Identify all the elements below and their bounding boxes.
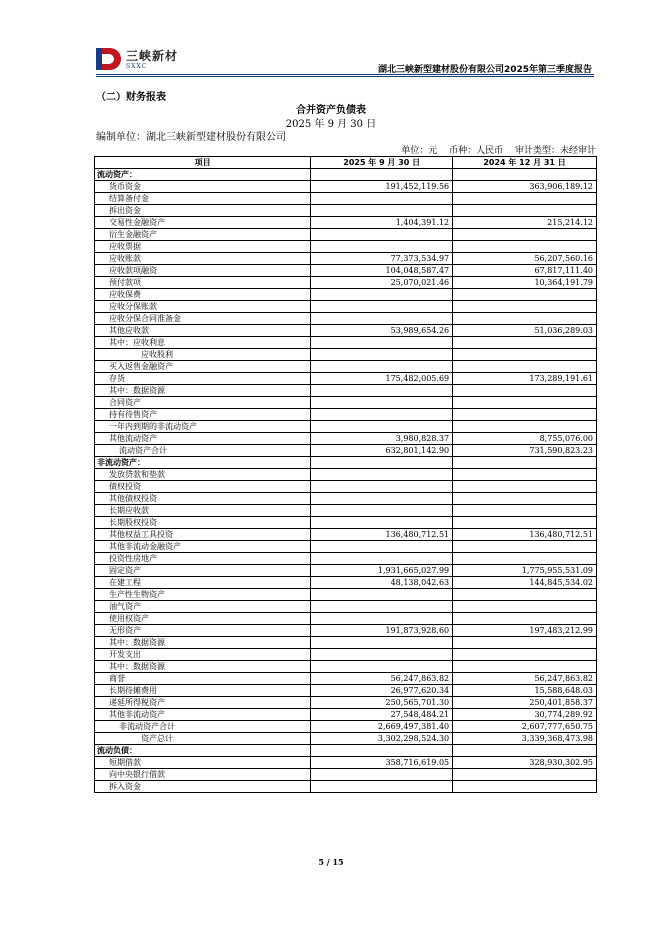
value-2025 xyxy=(311,361,453,373)
report-title: 湖北三峡新型建材股份有限公司2025年第三季度报告 xyxy=(377,65,592,75)
value-2025 xyxy=(311,649,453,661)
value-2024: 51,036,289.03 xyxy=(453,325,597,337)
row-label: 持有待售资产 xyxy=(95,409,311,421)
row-label: 应收账款 xyxy=(95,253,311,265)
row-label: 应收分保账款 xyxy=(95,301,311,313)
table-row xyxy=(95,517,597,529)
table-row xyxy=(95,205,597,217)
table-row xyxy=(95,685,597,697)
value-2024: 8,755,076.00 xyxy=(453,433,597,445)
row-label: 应收股利 xyxy=(95,349,311,361)
table-row xyxy=(95,193,597,205)
row-label: 流动资产合计 xyxy=(95,445,311,457)
value-2024 xyxy=(453,553,597,565)
value-2024: 136,480,712.51 xyxy=(453,529,597,541)
value-2024 xyxy=(453,169,597,181)
value-2024: 731,590,823.23 xyxy=(453,445,597,457)
value-2025 xyxy=(311,601,453,613)
section-title: （二）财务报表 xyxy=(96,92,166,103)
table-row xyxy=(95,217,597,229)
row-label: 递延所得税资产 xyxy=(95,697,311,709)
row-label: 一年内到期的非流动资产 xyxy=(95,421,311,433)
row-label: 商誉 xyxy=(95,673,311,685)
value-2025 xyxy=(311,541,453,553)
value-2024: 144,845,534.02 xyxy=(453,577,597,589)
table-row xyxy=(95,253,597,265)
value-2024: 250,401,858.37 xyxy=(453,697,597,709)
row-label: 交易性金融资产 xyxy=(95,217,311,229)
table-row xyxy=(95,601,597,613)
value-2024 xyxy=(453,613,597,625)
unit-line xyxy=(392,143,596,156)
value-2024 xyxy=(453,421,597,433)
table-row xyxy=(95,325,597,337)
statement-title: 合并资产负债表 xyxy=(296,105,366,116)
value-2025 xyxy=(311,769,453,781)
value-2024 xyxy=(453,661,597,673)
table-row xyxy=(95,457,597,469)
row-label: 拆出资金 xyxy=(95,205,311,217)
value-2025: 2,669,497,381.40 xyxy=(311,721,453,733)
value-2025 xyxy=(311,385,453,397)
value-2025 xyxy=(311,421,453,433)
row-label: 非流动资产： xyxy=(95,457,311,469)
value-2024: 3,339,368,473.98 xyxy=(453,733,597,745)
table-row xyxy=(95,373,597,385)
table-row xyxy=(95,301,597,313)
value-2025 xyxy=(311,469,453,481)
table-row xyxy=(95,769,597,781)
value-2024: 56,247,863.82 xyxy=(453,673,597,685)
value-2025 xyxy=(311,349,453,361)
value-2025: 191,452,119.56 xyxy=(311,181,453,193)
row-label: 债权投资 xyxy=(95,481,311,493)
value-2025 xyxy=(311,517,453,529)
row-label: 长期待摊费用 xyxy=(95,685,311,697)
table-row xyxy=(95,445,597,457)
row-label: 短期借款 xyxy=(95,757,311,769)
row-label: 流动负债： xyxy=(95,745,311,757)
table-row xyxy=(95,349,597,361)
logo-english-name: SXXC xyxy=(126,63,148,70)
row-label: 生产性生物资产 xyxy=(95,589,311,601)
table-row xyxy=(95,613,597,625)
value-2024 xyxy=(453,337,597,349)
column-header-2025: 2025 年 9 月 30 日 xyxy=(311,157,453,169)
table-row xyxy=(95,625,597,637)
value-2025 xyxy=(311,313,453,325)
column-header-2024: 2024 年 12 月 31 日 xyxy=(453,157,597,169)
compiling-unit: 编制单位：湖北三峡新型建材股份有限公司 xyxy=(96,132,286,143)
table-row xyxy=(95,397,597,409)
value-2025 xyxy=(311,337,453,349)
row-label: 其他非流动金融资产 xyxy=(95,541,311,553)
row-label: 其他应收款 xyxy=(95,325,311,337)
column-header-item: 项目 xyxy=(95,157,311,169)
table-row xyxy=(95,289,597,301)
value-2025 xyxy=(311,193,453,205)
row-label: 长期股权投资 xyxy=(95,517,311,529)
table-row xyxy=(95,529,597,541)
audit-type-label: 审计类型：未经审计 xyxy=(514,146,596,156)
value-2024: 197,483,212.99 xyxy=(453,625,597,637)
table-row xyxy=(95,661,597,673)
row-label: 使用权资产 xyxy=(95,613,311,625)
value-2024: 328,930,302.95 xyxy=(453,757,597,769)
value-2025 xyxy=(311,661,453,673)
value-2024: 10,364,191.79 xyxy=(453,277,597,289)
value-2024 xyxy=(453,769,597,781)
value-2025 xyxy=(311,169,453,181)
row-label: 无形资产 xyxy=(95,625,311,637)
value-2025 xyxy=(311,745,453,757)
value-2025 xyxy=(311,289,453,301)
table-row xyxy=(95,577,597,589)
value-2025: 1,404,391.12 xyxy=(311,217,453,229)
value-2024 xyxy=(453,349,597,361)
value-2024: 363,906,189.12 xyxy=(453,181,597,193)
value-2025: 3,302,298,524.30 xyxy=(311,733,453,745)
value-2025: 77,373,534.97 xyxy=(311,253,453,265)
row-label: 非流动资产合计 xyxy=(95,721,311,733)
row-label: 存货 xyxy=(95,373,311,385)
table-row xyxy=(95,553,597,565)
table-row xyxy=(95,409,597,421)
value-2025 xyxy=(311,241,453,253)
table-row xyxy=(95,337,597,349)
value-2024 xyxy=(453,361,597,373)
value-2024 xyxy=(453,517,597,529)
row-label: 长期应收款 xyxy=(95,505,311,517)
table-row xyxy=(95,541,597,553)
company-logo xyxy=(96,44,196,74)
row-label: 向中央银行借款 xyxy=(95,769,311,781)
value-2024 xyxy=(453,781,597,793)
value-2025 xyxy=(311,613,453,625)
value-2024: 30,774,289.92 xyxy=(453,709,597,721)
table-row xyxy=(95,757,597,769)
value-2025 xyxy=(311,301,453,313)
table-row xyxy=(95,721,597,733)
value-2024 xyxy=(453,385,597,397)
value-2025: 136,480,712.51 xyxy=(311,529,453,541)
row-label: 预付款项 xyxy=(95,277,311,289)
table-row xyxy=(95,421,597,433)
value-2024 xyxy=(453,589,597,601)
value-2024 xyxy=(453,397,597,409)
table-row xyxy=(95,361,597,373)
value-2024: 15,588,648.03 xyxy=(453,685,597,697)
row-label: 应收款项融资 xyxy=(95,265,311,277)
table-row xyxy=(95,181,597,193)
row-label: 在建工程 xyxy=(95,577,311,589)
value-2024: 67,817,111.40 xyxy=(453,265,597,277)
row-label: 结算备付金 xyxy=(95,193,311,205)
row-label: 其中：应收利息 xyxy=(95,337,311,349)
value-2024 xyxy=(453,301,597,313)
value-2025 xyxy=(311,493,453,505)
row-label: 开发支出 xyxy=(95,649,311,661)
table-row xyxy=(95,241,597,253)
table-row xyxy=(95,649,597,661)
value-2025: 1,931,665,027.99 xyxy=(311,565,453,577)
row-label: 买入返售金融资产 xyxy=(95,361,311,373)
value-2025: 56,247,863.82 xyxy=(311,673,453,685)
value-2025 xyxy=(311,205,453,217)
value-2025 xyxy=(311,553,453,565)
logo-chinese-name: 三峡新材 xyxy=(126,49,179,63)
row-label: 固定资产 xyxy=(95,565,311,577)
value-2024 xyxy=(453,745,597,757)
value-2025 xyxy=(311,505,453,517)
value-2024 xyxy=(453,493,597,505)
table-row xyxy=(95,637,597,649)
table-row xyxy=(95,313,597,325)
table-row xyxy=(95,565,597,577)
table-header-row xyxy=(95,157,597,169)
value-2025: 632,801,142.90 xyxy=(311,445,453,457)
table-row xyxy=(95,709,597,721)
row-label: 流动资产： xyxy=(95,169,311,181)
value-2025: 53,989,654.26 xyxy=(311,325,453,337)
row-label: 应收票据 xyxy=(95,241,311,253)
table-row xyxy=(95,481,597,493)
value-2025: 191,873,928.60 xyxy=(311,625,453,637)
value-2024: 2,607,777,650.75 xyxy=(453,721,597,733)
unit-label: 单位：元 xyxy=(401,146,438,156)
value-2025: 48,138,042.63 xyxy=(311,577,453,589)
value-2024 xyxy=(453,457,597,469)
row-label: 油气资产 xyxy=(95,601,311,613)
row-label: 发放贷款和垫款 xyxy=(95,469,311,481)
value-2025 xyxy=(311,481,453,493)
value-2024: 215,214.12 xyxy=(453,217,597,229)
value-2024: 56,207,560.16 xyxy=(453,253,597,265)
value-2025: 25,070,021.46 xyxy=(311,277,453,289)
row-label: 拆入资金 xyxy=(95,781,311,793)
table-row xyxy=(95,385,597,397)
table-row xyxy=(95,589,597,601)
table-row xyxy=(95,169,597,181)
row-label: 其中：数据资源 xyxy=(95,385,311,397)
header-rule-bottom xyxy=(96,76,594,77)
value-2024 xyxy=(453,409,597,421)
value-2024: 1,775,955,531.09 xyxy=(453,565,597,577)
table-row xyxy=(95,745,597,757)
row-label: 合同资产 xyxy=(95,397,311,409)
value-2024 xyxy=(453,313,597,325)
table-row xyxy=(95,673,597,685)
row-label: 货币资金 xyxy=(95,181,311,193)
row-label: 其中：数据资源 xyxy=(95,637,311,649)
value-2024 xyxy=(453,481,597,493)
value-2025 xyxy=(311,457,453,469)
table-row xyxy=(95,493,597,505)
row-label: 其中：数据资源 xyxy=(95,661,311,673)
table-row xyxy=(95,781,597,793)
balance-sheet-table xyxy=(94,156,597,793)
value-2024: 173,289,191.61 xyxy=(453,373,597,385)
table-row xyxy=(95,265,597,277)
value-2024 xyxy=(453,505,597,517)
value-2025: 26,977,620.34 xyxy=(311,685,453,697)
logo-mark-icon xyxy=(96,46,122,72)
value-2025: 358,716,619.05 xyxy=(311,757,453,769)
value-2024 xyxy=(453,469,597,481)
page-number: 5 / 15 xyxy=(318,857,344,867)
row-label: 资产总计 xyxy=(95,733,311,745)
value-2025: 3,980,828.37 xyxy=(311,433,453,445)
statement-date: 2025 年 9 月 30 日 xyxy=(285,119,377,130)
row-label: 应收保费 xyxy=(95,289,311,301)
header-rule-top xyxy=(96,74,594,75)
value-2024 xyxy=(453,541,597,553)
value-2024 xyxy=(453,289,597,301)
table-row xyxy=(95,433,597,445)
row-label: 其他非流动资产 xyxy=(95,709,311,721)
row-label: 其他权益工具投资 xyxy=(95,529,311,541)
table-row xyxy=(95,229,597,241)
value-2025 xyxy=(311,397,453,409)
value-2025 xyxy=(311,589,453,601)
value-2024 xyxy=(453,229,597,241)
currency-label: 币种：人民币 xyxy=(449,146,504,156)
table-row xyxy=(95,277,597,289)
value-2025: 27,548,484.21 xyxy=(311,709,453,721)
value-2024 xyxy=(453,637,597,649)
row-label: 其他流动资产 xyxy=(95,433,311,445)
table-row xyxy=(95,733,597,745)
value-2024 xyxy=(453,241,597,253)
row-label: 其他债权投资 xyxy=(95,493,311,505)
value-2025: 250,565,701.30 xyxy=(311,697,453,709)
value-2024 xyxy=(453,601,597,613)
value-2025 xyxy=(311,781,453,793)
table-row xyxy=(95,469,597,481)
value-2025: 175,482,005.69 xyxy=(311,373,453,385)
value-2024 xyxy=(453,205,597,217)
value-2025: 104,048,587.47 xyxy=(311,265,453,277)
value-2025 xyxy=(311,637,453,649)
row-label: 衍生金融资产 xyxy=(95,229,311,241)
value-2024 xyxy=(453,193,597,205)
table-row xyxy=(95,697,597,709)
row-label: 投资性房地产 xyxy=(95,553,311,565)
value-2025 xyxy=(311,409,453,421)
table-row xyxy=(95,505,597,517)
value-2025 xyxy=(311,229,453,241)
value-2024 xyxy=(453,649,597,661)
row-label: 应收分保合同准备金 xyxy=(95,313,311,325)
